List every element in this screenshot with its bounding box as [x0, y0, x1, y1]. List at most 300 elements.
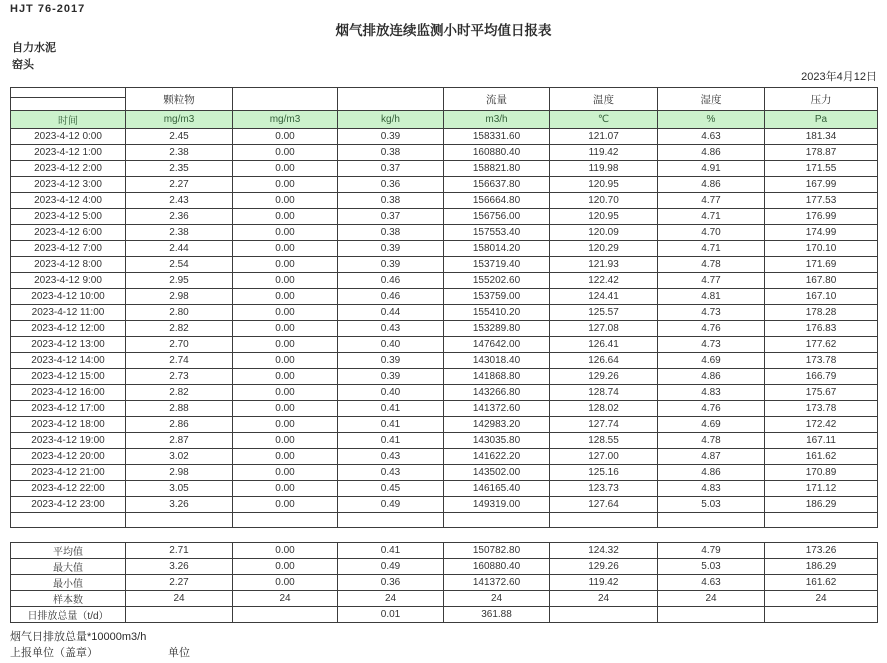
- value-cell: 0.41: [338, 417, 444, 433]
- value-cell: 128.55: [550, 433, 658, 449]
- table-row: [11, 321, 878, 337]
- value-cell: 122.42: [550, 273, 658, 289]
- value-cell: 0.00: [233, 465, 338, 481]
- value-cell: 24: [658, 591, 765, 607]
- value-cell: [126, 607, 233, 623]
- value-cell: 0.00: [233, 481, 338, 497]
- row-label-cell: 平均值: [11, 543, 126, 559]
- value-cell: 156664.80: [444, 193, 550, 209]
- standard-code: HJT 76-2017: [10, 3, 86, 15]
- value-cell: 0.00: [233, 575, 338, 591]
- table-row: [11, 385, 878, 401]
- summary-row: [11, 591, 878, 607]
- total-emission-note: 烟气日排放总量*10000m3/h: [10, 631, 147, 643]
- value-cell: 124.32: [550, 543, 658, 559]
- table-row: [11, 193, 878, 209]
- value-cell: 0.00: [233, 209, 338, 225]
- group-header-flow: 流量: [444, 88, 550, 111]
- unit-pa: Pa: [765, 111, 878, 129]
- value-cell: 4.77: [658, 193, 765, 209]
- unit-m3h: m3/h: [444, 111, 550, 129]
- value-cell: 181.34: [765, 129, 878, 145]
- value-cell: 24: [126, 591, 233, 607]
- value-cell: 124.41: [550, 289, 658, 305]
- value-cell: 173.26: [765, 543, 878, 559]
- value-cell: 174.99: [765, 225, 878, 241]
- value-cell: 0.36: [338, 575, 444, 591]
- value-cell: 4.83: [658, 481, 765, 497]
- row-label-cell: 2023-4-12 9:00: [11, 273, 126, 289]
- row-label-cell: 2023-4-12 14:00: [11, 353, 126, 369]
- value-cell: 4.86: [658, 369, 765, 385]
- value-cell: 4.73: [658, 337, 765, 353]
- value-cell: [658, 607, 765, 623]
- value-cell: 141868.80: [444, 369, 550, 385]
- page-title: 烟气排放连续监测小时平均值日报表: [335, 23, 552, 38]
- value-cell: 3.02: [126, 449, 233, 465]
- value-cell: 125.57: [550, 305, 658, 321]
- row-label-cell: 2023-4-12 5:00: [11, 209, 126, 225]
- value-cell: 0.39: [338, 257, 444, 273]
- value-cell: 0.00: [233, 543, 338, 559]
- value-cell: 0.00: [233, 369, 338, 385]
- empty-cell: [550, 513, 658, 528]
- table-row: [11, 257, 878, 273]
- table-row: [11, 161, 878, 177]
- value-cell: 0.38: [338, 145, 444, 161]
- value-cell: 170.10: [765, 241, 878, 257]
- value-cell: 4.79: [658, 543, 765, 559]
- value-cell: 123.73: [550, 481, 658, 497]
- value-cell: 4.91: [658, 161, 765, 177]
- row-label-cell: 日排放总量（t/d）: [11, 607, 126, 623]
- table-row: [11, 353, 878, 369]
- value-cell: 4.78: [658, 257, 765, 273]
- value-cell: 4.87: [658, 449, 765, 465]
- value-cell: 3.26: [126, 497, 233, 513]
- value-cell: 166.79: [765, 369, 878, 385]
- value-cell: 127.64: [550, 497, 658, 513]
- value-cell: 4.81: [658, 289, 765, 305]
- value-cell: 158331.60: [444, 129, 550, 145]
- value-cell: 128.74: [550, 385, 658, 401]
- value-cell: 2.86: [126, 417, 233, 433]
- value-cell: 153759.00: [444, 289, 550, 305]
- value-cell: 0.00: [233, 385, 338, 401]
- value-cell: 0.00: [233, 449, 338, 465]
- value-cell: 161.62: [765, 575, 878, 591]
- table-row: [11, 433, 878, 449]
- value-cell: 2.88: [126, 401, 233, 417]
- unit-kgh: kg/h: [338, 111, 444, 129]
- value-cell: 120.09: [550, 225, 658, 241]
- value-cell: 4.83: [658, 385, 765, 401]
- value-cell: 4.69: [658, 353, 765, 369]
- value-cell: 176.99: [765, 209, 878, 225]
- value-cell: 0.00: [233, 257, 338, 273]
- unit-celsius: ℃: [550, 111, 658, 129]
- value-cell: 158821.80: [444, 161, 550, 177]
- value-cell: 2.43: [126, 193, 233, 209]
- value-cell: 0.43: [338, 465, 444, 481]
- value-cell: 0.39: [338, 369, 444, 385]
- summary-rows: [11, 543, 878, 623]
- row-label-cell: 2023-4-12 6:00: [11, 225, 126, 241]
- value-cell: 0.40: [338, 385, 444, 401]
- row-label-cell: 2023-4-12 8:00: [11, 257, 126, 273]
- value-cell: 4.73: [658, 305, 765, 321]
- group-header-blank-1: [233, 88, 338, 111]
- value-cell: 4.86: [658, 145, 765, 161]
- value-cell: 178.28: [765, 305, 878, 321]
- value-cell: 121.93: [550, 257, 658, 273]
- group-header-particulate: 颗粒物: [126, 88, 233, 111]
- value-cell: 2.74: [126, 353, 233, 369]
- value-cell: 4.63: [658, 129, 765, 145]
- value-cell: 24: [233, 591, 338, 607]
- value-cell: 4.76: [658, 401, 765, 417]
- value-cell: 167.10: [765, 289, 878, 305]
- row-label-cell: 2023-4-12 22:00: [11, 481, 126, 497]
- value-cell: 5.03: [658, 497, 765, 513]
- value-cell: 0.00: [233, 401, 338, 417]
- value-cell: 0.40: [338, 337, 444, 353]
- value-cell: [765, 607, 878, 623]
- row-label-cell: 2023-4-12 21:00: [11, 465, 126, 481]
- value-cell: 0.39: [338, 353, 444, 369]
- table-row: [11, 417, 878, 433]
- empty-cell: [126, 513, 233, 528]
- value-cell: 167.99: [765, 177, 878, 193]
- value-cell: 4.71: [658, 241, 765, 257]
- value-cell: 0.45: [338, 481, 444, 497]
- value-cell: 120.95: [550, 177, 658, 193]
- value-cell: 0.37: [338, 209, 444, 225]
- value-cell: 173.78: [765, 353, 878, 369]
- value-cell: 0.38: [338, 193, 444, 209]
- value-cell: 2.95: [126, 273, 233, 289]
- value-cell: 0.00: [233, 225, 338, 241]
- value-cell: 0.43: [338, 449, 444, 465]
- value-cell: 177.53: [765, 193, 878, 209]
- value-cell: 0.00: [233, 559, 338, 575]
- group-header-pressure: 压力: [765, 88, 878, 111]
- value-cell: 171.12: [765, 481, 878, 497]
- group-header-row: [11, 88, 878, 98]
- value-cell: 2.54: [126, 257, 233, 273]
- value-cell: 4.86: [658, 177, 765, 193]
- value-cell: 126.41: [550, 337, 658, 353]
- empty-row: [11, 513, 878, 528]
- table-row: [11, 241, 878, 257]
- row-label-cell: 2023-4-12 12:00: [11, 321, 126, 337]
- summary-row: [11, 575, 878, 591]
- empty-cell: [765, 513, 878, 528]
- value-cell: 170.89: [765, 465, 878, 481]
- hourly-data-table: [10, 87, 878, 528]
- value-cell: 0.44: [338, 305, 444, 321]
- row-label-cell: 2023-4-12 7:00: [11, 241, 126, 257]
- value-cell: 143035.80: [444, 433, 550, 449]
- empty-cell: [233, 513, 338, 528]
- value-cell: 2.44: [126, 241, 233, 257]
- table-row: [11, 401, 878, 417]
- value-cell: 2.82: [126, 385, 233, 401]
- unit-mgm3-2: mg/m3: [233, 111, 338, 129]
- value-cell: 4.70: [658, 225, 765, 241]
- value-cell: 2.35: [126, 161, 233, 177]
- table-row: [11, 289, 878, 305]
- value-cell: 143502.00: [444, 465, 550, 481]
- time-column-header: 时间: [11, 111, 126, 129]
- value-cell: 2.70: [126, 337, 233, 353]
- value-cell: 0.41: [338, 543, 444, 559]
- value-cell: 119.98: [550, 161, 658, 177]
- value-cell: 2.98: [126, 289, 233, 305]
- value-cell: 2.27: [126, 575, 233, 591]
- value-cell: 176.83: [765, 321, 878, 337]
- table-row: [11, 481, 878, 497]
- value-cell: 175.67: [765, 385, 878, 401]
- reporting-unit-label: 上报单位（盖章）: [10, 647, 98, 659]
- value-cell: 146165.40: [444, 481, 550, 497]
- value-cell: 127.74: [550, 417, 658, 433]
- value-cell: 0.00: [233, 145, 338, 161]
- value-cell: 141622.20: [444, 449, 550, 465]
- hourly-rows: [11, 129, 878, 513]
- value-cell: 4.76: [658, 321, 765, 337]
- value-cell: 160880.40: [444, 145, 550, 161]
- table-row: [11, 145, 878, 161]
- table-row: [11, 449, 878, 465]
- value-cell: 0.41: [338, 401, 444, 417]
- value-cell: 2.27: [126, 177, 233, 193]
- unit-percent: %: [658, 111, 765, 129]
- table-row: [11, 225, 878, 241]
- value-cell: 0.49: [338, 497, 444, 513]
- value-cell: 157553.40: [444, 225, 550, 241]
- summary-row: [11, 543, 878, 559]
- value-cell: 2.36: [126, 209, 233, 225]
- value-cell: 129.26: [550, 369, 658, 385]
- unit-label: 单位: [168, 647, 190, 659]
- value-cell: 147642.00: [444, 337, 550, 353]
- value-cell: 142983.20: [444, 417, 550, 433]
- value-cell: 172.42: [765, 417, 878, 433]
- table-row: [11, 177, 878, 193]
- value-cell: 361.88: [444, 607, 550, 623]
- value-cell: 161.62: [765, 449, 878, 465]
- value-cell: 173.78: [765, 401, 878, 417]
- row-label-cell: 2023-4-12 23:00: [11, 497, 126, 513]
- value-cell: 160880.40: [444, 559, 550, 575]
- value-cell: 120.70: [550, 193, 658, 209]
- unit-header-row: [11, 111, 878, 129]
- value-cell: 127.00: [550, 449, 658, 465]
- row-label-cell: 2023-4-12 10:00: [11, 289, 126, 305]
- empty-cell: [444, 513, 550, 528]
- value-cell: 186.29: [765, 497, 878, 513]
- group-header-blank-2: [338, 88, 444, 111]
- row-label-cell: 2023-4-12 15:00: [11, 369, 126, 385]
- value-cell: 0.49: [338, 559, 444, 575]
- table-row: [11, 129, 878, 145]
- empty-cell: [11, 513, 126, 528]
- unit-mgm3-1: mg/m3: [126, 111, 233, 129]
- value-cell: 0.00: [233, 417, 338, 433]
- value-cell: 149319.00: [444, 497, 550, 513]
- value-cell: 0.38: [338, 225, 444, 241]
- value-cell: 2.38: [126, 145, 233, 161]
- value-cell: 2.87: [126, 433, 233, 449]
- value-cell: 158014.20: [444, 241, 550, 257]
- value-cell: 0.00: [233, 161, 338, 177]
- value-cell: 4.71: [658, 209, 765, 225]
- summary-row: [11, 607, 878, 623]
- value-cell: 186.29: [765, 559, 878, 575]
- value-cell: 150782.80: [444, 543, 550, 559]
- table-header: [11, 88, 878, 129]
- value-cell: 4.69: [658, 417, 765, 433]
- value-cell: 0.00: [233, 273, 338, 289]
- company-name: 自力水泥: [12, 42, 56, 54]
- empty-cell: [338, 513, 444, 528]
- value-cell: 141372.60: [444, 575, 550, 591]
- value-cell: 121.07: [550, 129, 658, 145]
- row-label-cell: 2023-4-12 17:00: [11, 401, 126, 417]
- row-label-cell: 2023-4-12 13:00: [11, 337, 126, 353]
- table-row: [11, 305, 878, 321]
- row-label-cell: 2023-4-12 11:00: [11, 305, 126, 321]
- row-label-cell: 最大值: [11, 559, 126, 575]
- value-cell: 0.36: [338, 177, 444, 193]
- row-label-cell: 2023-4-12 1:00: [11, 145, 126, 161]
- value-cell: 153289.80: [444, 321, 550, 337]
- value-cell: 153719.40: [444, 257, 550, 273]
- empty-cell: [658, 513, 765, 528]
- group-header-humidity: 湿度: [658, 88, 765, 111]
- group-header-temperature: 温度: [550, 88, 658, 111]
- time-header-lower-cell: [11, 98, 126, 111]
- row-label-cell: 2023-4-12 18:00: [11, 417, 126, 433]
- value-cell: 24: [550, 591, 658, 607]
- value-cell: 143266.80: [444, 385, 550, 401]
- monitoring-point-name: 窑头: [12, 59, 34, 71]
- value-cell: 127.08: [550, 321, 658, 337]
- row-label-cell: 2023-4-12 20:00: [11, 449, 126, 465]
- value-cell: 0.00: [233, 353, 338, 369]
- value-cell: 2.82: [126, 321, 233, 337]
- value-cell: 0.39: [338, 129, 444, 145]
- value-cell: 0.00: [233, 193, 338, 209]
- value-cell: 141372.60: [444, 401, 550, 417]
- value-cell: 24: [444, 591, 550, 607]
- value-cell: 3.05: [126, 481, 233, 497]
- value-cell: 2.73: [126, 369, 233, 385]
- value-cell: 171.69: [765, 257, 878, 273]
- value-cell: 167.80: [765, 273, 878, 289]
- value-cell: 0.00: [233, 305, 338, 321]
- value-cell: 4.63: [658, 575, 765, 591]
- row-label-cell: 2023-4-12 0:00: [11, 129, 126, 145]
- value-cell: 0.41: [338, 433, 444, 449]
- summary-table: [10, 542, 878, 623]
- value-cell: 156756.00: [444, 209, 550, 225]
- value-cell: 4.78: [658, 433, 765, 449]
- value-cell: 2.71: [126, 543, 233, 559]
- row-label-cell: 2023-4-12 3:00: [11, 177, 126, 193]
- table-row: [11, 337, 878, 353]
- value-cell: 171.55: [765, 161, 878, 177]
- value-cell: 120.29: [550, 241, 658, 257]
- value-cell: 0.00: [233, 337, 338, 353]
- report-date: 2023年4月12日: [801, 71, 877, 83]
- value-cell: 5.03: [658, 559, 765, 575]
- value-cell: 125.16: [550, 465, 658, 481]
- value-cell: 24: [765, 591, 878, 607]
- value-cell: 0.46: [338, 273, 444, 289]
- value-cell: 167.11: [765, 433, 878, 449]
- row-label-cell: 样本数: [11, 591, 126, 607]
- value-cell: 0.46: [338, 289, 444, 305]
- value-cell: 119.42: [550, 145, 658, 161]
- value-cell: 119.42: [550, 575, 658, 591]
- value-cell: 2.80: [126, 305, 233, 321]
- row-label-cell: 2023-4-12 2:00: [11, 161, 126, 177]
- summary-row: [11, 559, 878, 575]
- value-cell: 2.38: [126, 225, 233, 241]
- table-row: [11, 273, 878, 289]
- value-cell: 143018.40: [444, 353, 550, 369]
- value-cell: 24: [338, 591, 444, 607]
- row-label-cell: 2023-4-12 19:00: [11, 433, 126, 449]
- value-cell: 4.86: [658, 465, 765, 481]
- value-cell: 0.37: [338, 161, 444, 177]
- value-cell: 2.45: [126, 129, 233, 145]
- value-cell: 178.87: [765, 145, 878, 161]
- value-cell: 126.64: [550, 353, 658, 369]
- value-cell: 3.26: [126, 559, 233, 575]
- value-cell: 128.02: [550, 401, 658, 417]
- table-row: [11, 369, 878, 385]
- value-cell: 129.26: [550, 559, 658, 575]
- value-cell: 0.00: [233, 177, 338, 193]
- value-cell: 4.77: [658, 273, 765, 289]
- value-cell: 0.00: [233, 289, 338, 305]
- value-cell: 177.62: [765, 337, 878, 353]
- value-cell: 120.95: [550, 209, 658, 225]
- time-header-upper-cell: [11, 88, 126, 98]
- value-cell: [550, 607, 658, 623]
- value-cell: 0.00: [233, 497, 338, 513]
- value-cell: [233, 607, 338, 623]
- table-row: [11, 209, 878, 225]
- value-cell: 156637.80: [444, 177, 550, 193]
- value-cell: 2.98: [126, 465, 233, 481]
- spacer-body: [11, 513, 878, 528]
- row-label-cell: 2023-4-12 16:00: [11, 385, 126, 401]
- row-label-cell: 最小值: [11, 575, 126, 591]
- row-label-cell: 2023-4-12 4:00: [11, 193, 126, 209]
- value-cell: 0.00: [233, 129, 338, 145]
- value-cell: 0.01: [338, 607, 444, 623]
- value-cell: 0.43: [338, 321, 444, 337]
- table-row: [11, 497, 878, 513]
- value-cell: 155202.60: [444, 273, 550, 289]
- table-row: [11, 465, 878, 481]
- value-cell: 0.00: [233, 433, 338, 449]
- value-cell: 0.00: [233, 241, 338, 257]
